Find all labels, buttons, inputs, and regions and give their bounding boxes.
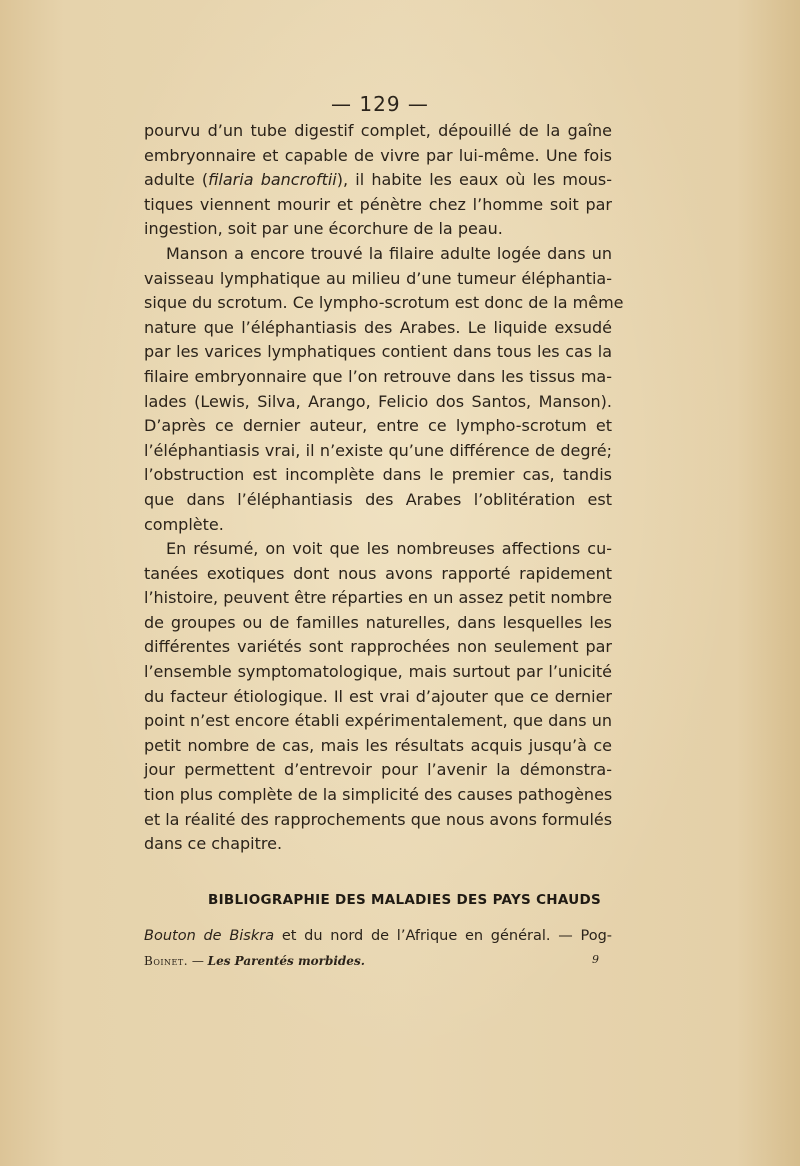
text-line: tion plus complète de la simplicité des causes pathogènes (144, 785, 613, 805)
text-line: complète. (144, 514, 224, 534)
text-line: tanées exotiques dont nous avons rapporté rapidement (144, 563, 612, 583)
footer-book-title: Les Parentés morbides. (207, 954, 365, 968)
text-line: En résumé, on voit que les nombreuses affections cu- (166, 539, 612, 559)
text-line: et la réalité des rapprochements que nous avons formulés (144, 809, 613, 829)
text-line: petit nombre de cas, mais les résultats acquis jusqu’à ce (144, 735, 612, 755)
text-line: que dans l’éléphantiasis des Arabes l’oblitération est (144, 489, 612, 509)
text-line (144, 168, 612, 193)
bibliography-entry-rest: et du nord de l’Afrique en général. — Pog- (274, 928, 613, 944)
footer-separator: — (188, 954, 208, 968)
page-footer (144, 954, 365, 968)
page-number: — 129 — (331, 92, 429, 116)
text-line: vaisseau lymphatique au milieu d’une tumeur éléphantia- (144, 268, 612, 288)
text-line: ingestion, soit par une écorchure de la peau. (144, 219, 503, 239)
signature-mark: 9 (592, 953, 599, 966)
text-line: nature que l’éléphantiasis des Arabes. Le liquide exsudé (144, 317, 612, 337)
footer-author: Boinet. (144, 954, 189, 968)
text-line: par les varices lymphatiques contient dans tous les cas la (144, 342, 612, 362)
bibliography-heading: BIBLIOGRAPHIE DES MALADIES DES PAYS CHAUDS (208, 892, 602, 908)
text-line-segment: ), il habite les eaux où les mous- (336, 170, 613, 190)
text-line: différentes variétés sont rapprochées non seulement par (144, 637, 612, 657)
text-line: tiques viennent mourir et pénètre chez l’homme soit par (144, 194, 612, 214)
text-line-segment: adulte ( (144, 170, 209, 190)
text-line: lades (Lewis, Silva, Arango, Felicio dos Santos, Manson). (144, 391, 612, 411)
text-line: l’obstruction est incomplète dans le premier cas, tandis (144, 465, 612, 485)
text-line: pourvu d’un tube digestif complet, dépouillé de la gaîne (144, 121, 612, 140)
text-line: de groupes ou de familles naturelles, dans lesquelles les (144, 612, 612, 632)
bibliography-entry (144, 928, 612, 944)
text-line: l’ensemble symptomatologique, mais surtout par l’unicité (144, 662, 612, 682)
text-line: filaire embryonnaire que l’on retrouve dans les tissus ma- (144, 366, 612, 386)
text-line: embryonnaire et capable de vivre par lui-même. Une fois (144, 145, 612, 165)
text-line: sique du scrotum. Ce lympho-scrotum est donc de la même (144, 293, 624, 313)
text-line: du facteur étiologique. Il est vrai d’ajouter que ce dernier (144, 686, 612, 706)
text-line: jour permettent d’entrevoir pour l’avenir la démonstra- (144, 760, 612, 780)
text-line: l’histoire, peuvent être réparties en un assez petit nombre (144, 588, 613, 608)
text-line: dans ce chapitre. (144, 834, 283, 854)
italic-term: filaria bancroftii (208, 170, 337, 190)
text-line: Manson a encore trouvé la filaire adulte logée dans un (166, 243, 612, 263)
text-line: l’éléphantiasis vrai, il n’existe qu’une différence de degré; (144, 440, 612, 460)
text-line: D’après ce dernier auteur, entre ce lympho-scrotum et (144, 416, 612, 436)
bibliography-entry-title: Bouton de Biskra (144, 928, 275, 944)
text-line: point n’est encore établi expérimentalement, que dans un (144, 711, 612, 731)
body-text (144, 119, 624, 857)
